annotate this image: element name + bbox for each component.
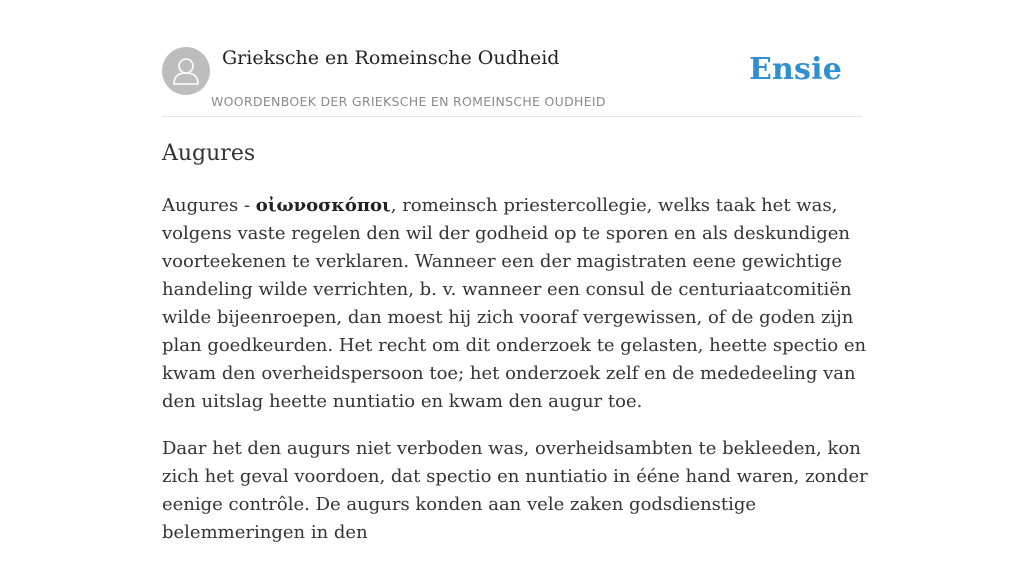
greek-term: οἰωνοσκόποι (255, 195, 391, 216)
entry-content (162, 192, 868, 566)
paragraph-2: Daar het den augurs niet verboden was, overheidsambten te bekleeden, kon zich het geval voordoen, dat spectio en nuntiatio in ééne hand waren, zonder eenige contrôle. De augurs konden aan vele zaken godsdienstige belemmeringen in den (162, 438, 868, 543)
source-header (162, 44, 862, 117)
paragraph-1-prefix: Augures - (162, 195, 256, 216)
paragraph-1-text: , romeinsch priestercollegie, welks taak het was, volgens vaste regelen den wil der godheid op te sporen en als deskundigen voorteekenen te verklaren. Wanneer een der magistraten eene gewichtige handeling wilde verrichten, b. v. wanneer een consul de centuriaatcomitiën wilde bijeenroepen, dan moest hij zich vooraf vergewissen, of de goden zijn plan goedkeurden. Het recht om dit onderzoek te gelasten, heette spectio en kwam den overheidspersoon toe; het onderzoek zelf en de mededeeling van den uitslag heette nuntiatio en kwam den augur toe. (162, 195, 867, 412)
brand-logo[interactable]: Ensie (748, 52, 842, 87)
paragraph-1 (162, 192, 868, 416)
source-subtitle[interactable]: WOORDENBOEK DER GRIEKSCHE EN ROMEINSCHE OUDHEID (211, 94, 606, 109)
entry-title: Augures (162, 141, 256, 166)
user-silhouette-icon[interactable] (162, 47, 210, 95)
source-title[interactable]: Grieksche en Romeinsche Oudheid (222, 47, 560, 69)
